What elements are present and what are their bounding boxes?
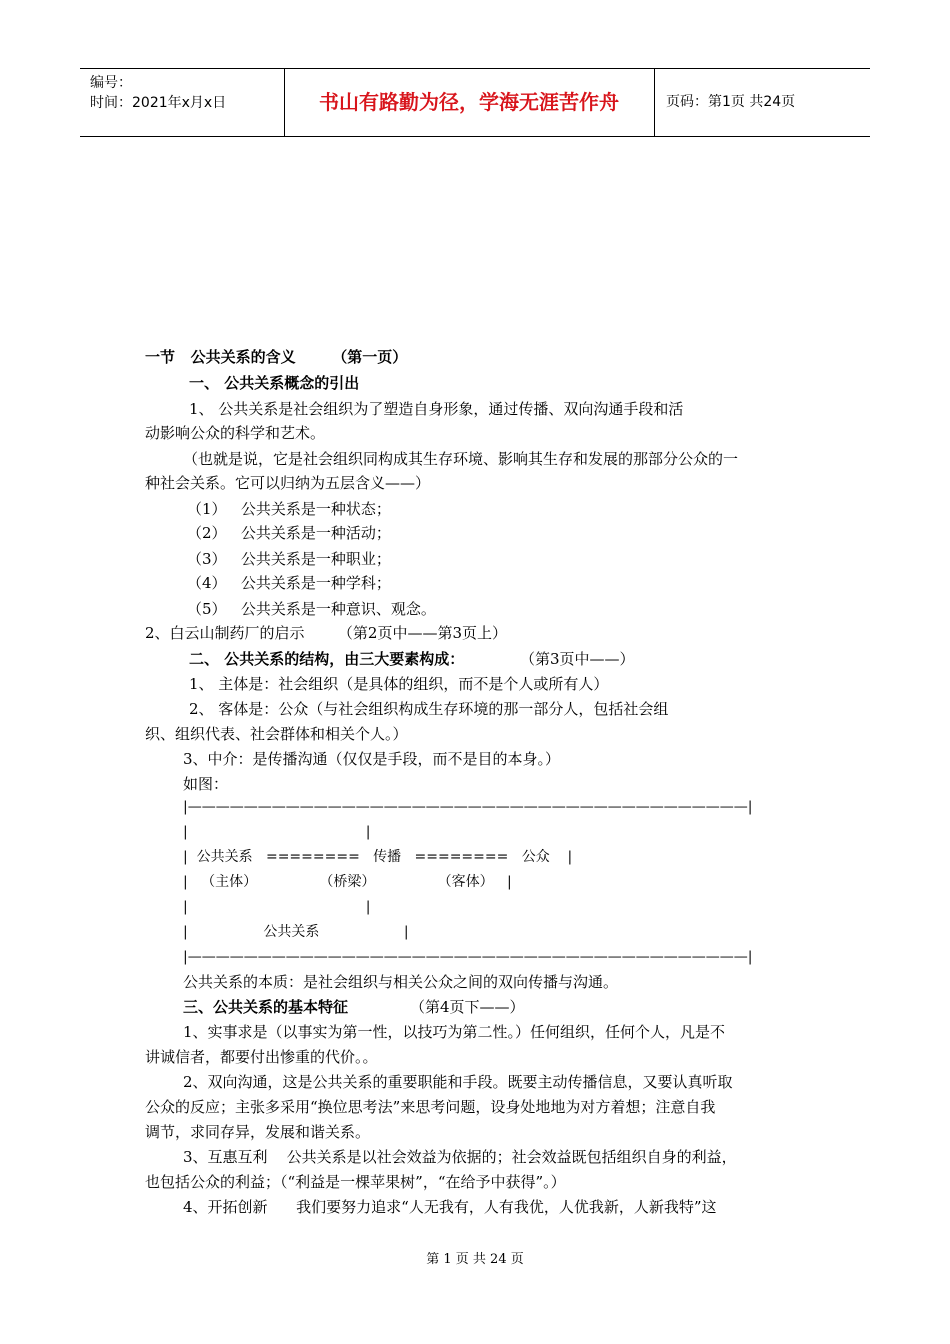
para-line: 调节，求同存异，发展和谐关系。: [145, 1123, 371, 1141]
header-page-number: 页码：第1页 共24页: [666, 94, 796, 110]
para-line: 公众的反应；主张多采用“换位思考法”来思考问题，设身处地地为对方着想；注意自我: [145, 1098, 716, 1116]
page-footer: 第 1 页 共 24 页: [426, 1252, 524, 1267]
heading-1: 一、 公共关系概念的引出: [189, 374, 360, 392]
list-item: （3） 公共关系是一种职业；: [187, 550, 391, 568]
header-motto: 书山有路勤为径，学海无涯苦作舟: [319, 90, 619, 114]
para-line: 种社会关系。它可以归纳为五层含义——）: [145, 474, 431, 492]
para-line: 3、中介：是传播沟通（仅仅是手段，而不是目的本身。）: [183, 750, 561, 768]
para-line: 1、 公共关系是社会组织为了塑造自身形象，通过传播、双向沟通手段和活: [189, 400, 684, 418]
header-divider-right: [654, 69, 655, 136]
diagram-line: |————————————————————————————————————————|: [183, 949, 753, 965]
section-title: 一节 公共关系的含义 （第一页）: [145, 348, 408, 366]
diagram-line: | （主体） （桥梁） （客体） |: [183, 874, 512, 890]
heading-3: 三、公共关系的基本特征: [183, 998, 349, 1016]
para-line: 也包括公众的利益；（“利益是一棵苹果树”，“在给予中获得”。）: [145, 1173, 566, 1191]
header-time: 时间：2021年x月x日: [90, 95, 227, 111]
header-meta: [90, 73, 226, 113]
para-line: 2、白云山制药厂的启示 （第2页中——第3页上）: [145, 624, 508, 642]
para-line: 织、组织代表、社会群体和相关个人。）: [145, 725, 408, 743]
para-line: 公共关系的本质：是社会组织与相关公众之间的双向传播与沟通。: [183, 973, 619, 991]
para-line: 2、双向沟通，这是公共关系的重要职能和手段。既要主动传播信息，又要认真听取: [183, 1073, 733, 1091]
para-line: 如图：: [183, 775, 229, 793]
diagram-line: | |: [183, 899, 371, 915]
diagram-line: | |: [183, 824, 371, 840]
heading-2: 二、 公共关系的结构，由三大要素构成：: [189, 650, 465, 668]
diagram-line: | 公共关系 ======== 传播 ======== 公众 |: [183, 849, 573, 865]
para-line: 1、实事求是（以事实为第一性，以技巧为第二性。）任何组织，任何个人，凡是不: [183, 1023, 726, 1041]
list-item: （4） 公共关系是一种学科；: [187, 574, 391, 592]
para-line: 2、 客体是：公众（与社会组织构成生存环境的那一部分人，包括社会组: [189, 700, 669, 718]
diagram-line: |————————————————————————————————————————|: [183, 799, 753, 815]
list-item: （5） 公共关系是一种意识、观念。: [187, 600, 436, 618]
list-item: （2） 公共关系是一种活动；: [187, 524, 391, 542]
para-line: 动影响公众的科学和艺术。: [145, 424, 326, 442]
list-item: （1） 公共关系是一种状态；: [187, 500, 391, 518]
heading-2-page-ref: （第3页中——）: [520, 650, 635, 668]
page-header: [80, 68, 870, 137]
heading-3-page-ref: （第4页下——）: [410, 998, 525, 1016]
para-line: （也就是说，它是社会组织同构成其生存环境、影响其生存和发展的那部分公众的一: [183, 450, 739, 468]
para-line: 讲诚信者，都要付出惨重的代价。。: [145, 1048, 378, 1066]
para-line: 1、 主体是：社会组织（是具体的组织，而不是个人或所有人）: [189, 675, 609, 693]
para-line: 4、开拓创新 我们要努力追求“人无我有，人有我优，人优我新，人新我特”这: [183, 1198, 717, 1216]
header-number: 编号：: [90, 75, 132, 91]
diagram-line: | 公共关系 |: [183, 924, 409, 940]
para-line: 3、互惠互利 公共关系是以社会效益为依据的；社会效益既包括组织自身的利益，: [183, 1148, 737, 1166]
